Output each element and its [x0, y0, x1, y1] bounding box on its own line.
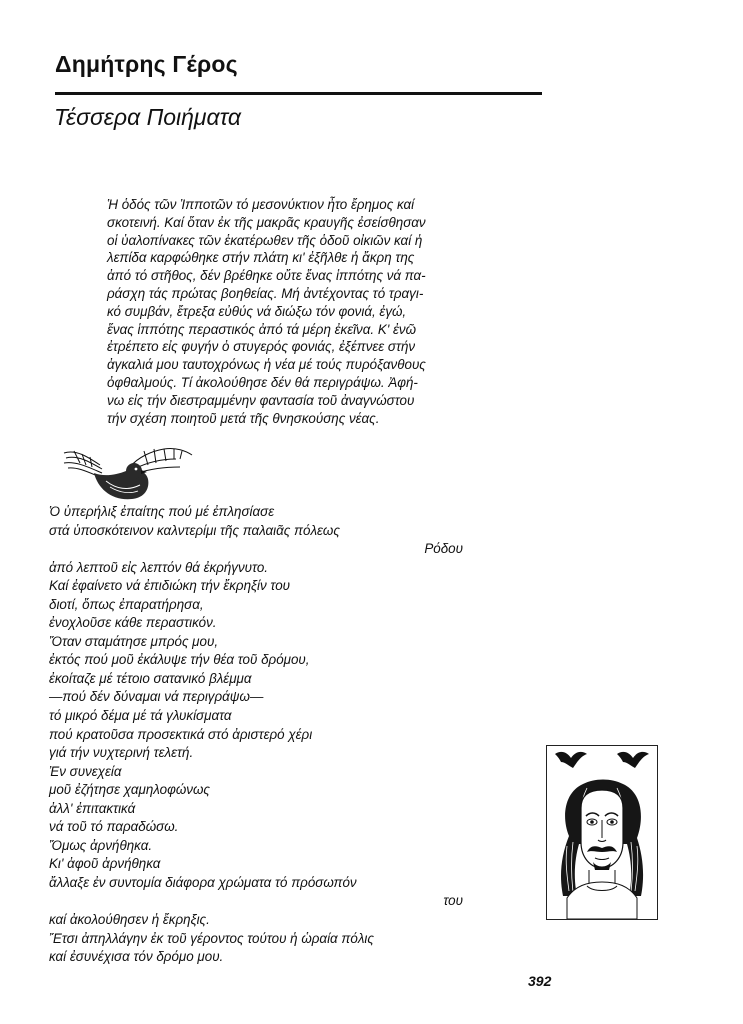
prose-line: κό συμβάν, ἔτρεξα εὐθύς νά διώξω τόν φονιά, ἐγώ,	[107, 303, 407, 319]
portrait-illustration	[546, 745, 658, 920]
poem-line: διοτί, ὅπως ἐπαρατήρησα,	[49, 596, 204, 612]
poem-line: μοῦ ἐζήτησε χαμηλοφώνως	[49, 782, 210, 798]
poem-text	[49, 503, 463, 967]
poem-line: —πού δέν δύναμαι νά περιγράψω—	[49, 689, 264, 705]
author-name: Δημήτρης Γέρος	[55, 51, 238, 77]
prose-line: ἀπό τό στῆθος, δέν βρέθηκε οὔτε ἕνας ἱππότης νά πα-	[107, 268, 426, 284]
poem-line: στά ὑποσκότεινον καλντερίμι τῆς παλαιᾶς πόλεως	[49, 522, 340, 538]
prose-line: σκοτεινή. Καί ὅταν ἐκ τῆς μακρᾶς κραυγῆς ἐσείσθησαν	[107, 214, 426, 230]
prose-paragraph	[107, 196, 472, 427]
poem-line: Ἔτσι ἀπηλλάγην ἐκ τοῦ γέροντος τούτου ἡ ὡραία πόλις	[49, 930, 374, 946]
poem-line: ἀλλ' ἐπιτακτικά	[49, 800, 136, 816]
prose-line: ἐτρέπετο εἰς φυγήν ὁ στυγερός φονιάς, ἐξέπνεε στήν	[107, 339, 416, 355]
poem-line: Ὅταν σταμάτησε μπρός μου,	[49, 633, 219, 649]
title-rule	[55, 92, 542, 95]
prose-line: νω εἰς τήν διεστραμμένην φαντασία τοῦ ἀναγνώστου	[107, 392, 415, 408]
poem-line: καί ἀκολούθησεν ἡ ἔκρηξις.	[49, 912, 210, 928]
dove-illustration	[60, 445, 196, 505]
page-number: 392	[528, 973, 552, 989]
poem-line: Καί ἐφαίνετο νά ἐπιδιώκη τήν ἔκρηξίν του	[49, 578, 291, 594]
page-title: Τέσσερα Ποιήματα	[54, 104, 242, 130]
poem-line: του	[443, 893, 463, 909]
poem-line: Κι' ἀφοῦ ἀρνήθηκα	[49, 856, 161, 872]
poem-line: ἐκτός πού μοῦ ἐκάλυψε τήν θέα τοῦ δρόμου,	[49, 652, 310, 668]
poem-line: ἐκοίταζε μέ τέτοιο σατανικό βλέμμα	[49, 670, 252, 686]
poem-line: πού κρατοῦσα προσεκτικά στό ἀριστερό χέρι	[49, 726, 313, 742]
prose-line: ἕνας ἱππότης περαστικός ἀπό τά μέρη ἐκεῖνα. Κ' ἐνῶ	[107, 321, 417, 337]
poem-line: καί ἐσυνέχισα τόν δρόμο μου.	[49, 949, 224, 965]
poem-line: γιά τήν νυχτερινή τελετή.	[49, 745, 194, 761]
poem-line: νά τοῦ τό παραδώσω.	[49, 819, 179, 835]
prose-line: ὀφθαλμούς. Τί ἀκολούθησε δέν θά περιγράψω. Ἀφή-	[107, 374, 418, 390]
poem-line: ἐνοχλοῦσε κάθε περαστικόν.	[49, 615, 217, 631]
poem-line: Ὅμως ἀρνήθηκα.	[49, 837, 153, 853]
poem-line: Ἐν συνεχεία	[49, 763, 122, 779]
poem-line: ἀπό λεπτοῦ εἰς λεπτόν θά ἐκρήγνυτο.	[49, 559, 269, 575]
prose-line: ράσχη τάς πρώτας βοηθείας. Μή ἀντέχοντας τό τραγι-	[107, 285, 424, 301]
prose-line: τήν σχέση ποιητοῦ μετά τῆς θνησκούσης νέας.	[107, 410, 380, 426]
prose-line: ἀγκαλιά μου ταυτοχρόνως ἡ νέα μέ τούς πυρόξανθους	[107, 357, 426, 373]
prose-line: οἱ ὑαλοπίνακες τῶν ἑκατέρωθεν τῆς ὁδοῦ οἰκιῶν καί ἡ	[107, 232, 423, 248]
poem-line: ἄλλαξε ἐν συντομία διάφορα χρώματα τό πρόσωπόν	[49, 874, 357, 890]
poem-line: τό μικρό δέμα μέ τά γλυκίσματα	[49, 708, 232, 724]
poem-line: Ρόδου	[424, 541, 463, 557]
prose-line: λεπίδα καρφώθηκε στήν πλάτη κι' ἐξῆλθε ἡ ἄκρη της	[107, 250, 415, 266]
poem-line: Ὁ ὑπερήλιξ ἐπαίτης πού μέ ἐπλησίασε	[49, 504, 275, 519]
prose-line: Ἡ ὁδός τῶν Ἱπποτῶν τό μεσονύκτιον ἦτο ἔρημος καί	[107, 197, 415, 212]
